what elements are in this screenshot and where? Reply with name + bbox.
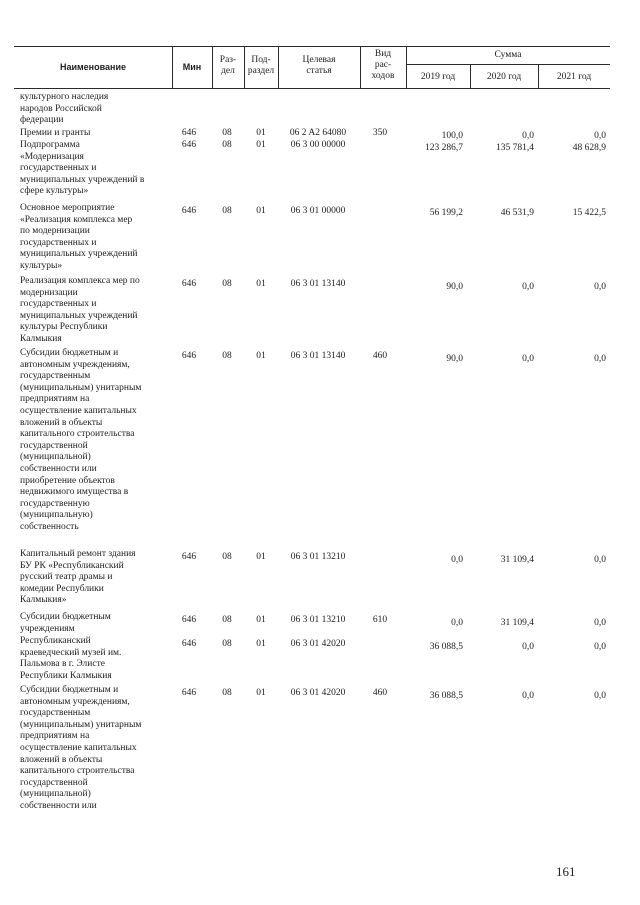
table-row-sum-2019: 0,0 <box>451 618 463 628</box>
table-row-name: Премии и гранты <box>20 128 91 138</box>
header-2021: 2021 год <box>556 72 592 82</box>
table-row-min: 646 <box>181 688 197 698</box>
table-row-sum-2021: 0,0 <box>594 131 606 141</box>
header-name: Наименование <box>59 62 127 72</box>
table-row-razdel: 08 <box>222 688 232 698</box>
header-podrazdel: Под- раздел <box>247 55 275 76</box>
table-row-vid: 610 <box>372 615 388 625</box>
table-row-min: 646 <box>181 128 197 138</box>
table-row-sum-2020: 0,0 <box>522 354 534 364</box>
table-row-sum-2020: 31 109,4 <box>500 618 534 628</box>
table-row-name: культурного наследия народов Российской федерации <box>20 92 109 126</box>
table-row-min: 646 <box>181 552 197 562</box>
table-row-min: 646 <box>181 279 197 289</box>
table-row-podrazdel: 01 <box>256 351 266 361</box>
table-row-vid: 350 <box>372 128 388 138</box>
table-row-name: Капитальный ремонт здания БУ РК «Республиканский русский театр драмы и комедии Республики Калмыкия» <box>20 549 136 606</box>
table-row-vid: 460 <box>372 351 388 361</box>
table-row-min: 646 <box>181 351 197 361</box>
table-row-sum-2019: 90,0 <box>446 282 463 292</box>
table-row-min: 646 <box>181 615 197 625</box>
table-row-target: 06 3 01 42020 <box>290 639 346 649</box>
table-row-podrazdel: 01 <box>256 639 266 649</box>
table-row-razdel: 08 <box>222 639 232 649</box>
table-row-sum-2020: 135 781,4 <box>496 143 534 153</box>
header-target-article: Целевая статья <box>302 55 336 76</box>
table-row-sum-2021: 0,0 <box>594 555 606 565</box>
table-row-podrazdel: 01 <box>256 615 266 625</box>
table-row-sum-2020: 46 531,9 <box>500 208 534 218</box>
header-summa: Сумма <box>494 50 522 60</box>
table-header <box>14 46 610 89</box>
table-row-target: 06 3 01 00000 <box>290 206 346 216</box>
table-row-razdel: 08 <box>222 552 232 562</box>
table-row-podrazdel: 01 <box>256 552 266 562</box>
table-row-target: 06 3 00 00000 <box>290 140 346 150</box>
header-vid-raskhodov: Вид рас- ходов <box>371 49 395 81</box>
table-row-sum-2020: 0,0 <box>522 282 534 292</box>
table-row-razdel: 08 <box>222 279 232 289</box>
table-row-target: 06 3 01 13210 <box>290 615 346 625</box>
table-row-sum-2021: 0,0 <box>594 618 606 628</box>
table-row-sum-2021: 48 628,9 <box>572 143 606 153</box>
table-row-name: Подпрограмма «Модернизация государственных и муниципальных учреждений в сфере культуры» <box>20 140 145 197</box>
table-row-name: Республиканский краеведческий музей им. Пальмова в г. Элисте Республики Калмыкия <box>20 636 122 681</box>
table-row-podrazdel: 01 <box>256 279 266 289</box>
table-row-target: 06 3 01 42020 <box>290 688 346 698</box>
table-row-vid: 460 <box>372 688 388 698</box>
table-row-podrazdel: 01 <box>256 206 266 216</box>
table-row-min: 646 <box>181 206 197 216</box>
table-row-sum-2021: 15 422,5 <box>572 208 606 218</box>
table-row-podrazdel: 01 <box>256 688 266 698</box>
table-row-razdel: 08 <box>222 615 232 625</box>
table-row-sum-2019: 56 199,2 <box>429 208 463 218</box>
table-row-sum-2019: 36 088,5 <box>429 691 463 701</box>
table-row-name: Реализация комплекса мер по модернизации государственных и муниципальных учреждений культуры Республики Калмыкия <box>20 276 140 344</box>
table-row-sum-2021: 0,0 <box>594 642 606 652</box>
table-row-sum-2020: 0,0 <box>522 642 534 652</box>
table-row-razdel: 08 <box>222 351 232 361</box>
table-row-min: 646 <box>181 140 197 150</box>
table-row-sum-2020: 0,0 <box>522 131 534 141</box>
table-row-sum-2021: 0,0 <box>594 354 606 364</box>
table-row-sum-2019: 100,0 <box>441 131 463 141</box>
table-row-sum-2021: 0,0 <box>594 691 606 701</box>
header-2019: 2019 год <box>420 72 456 82</box>
header-2020: 2020 год <box>486 72 522 82</box>
table-row-name: Основное мероприятие «Реализация комплекса мер по модернизации государственных и муниципальных учреждений культуры» <box>20 203 138 271</box>
table-row-name: Субсидии бюджетным учреждениям <box>20 612 111 634</box>
table-row-razdel: 08 <box>222 140 232 150</box>
table-row-podrazdel: 01 <box>256 140 266 150</box>
table-row-sum-2019: 123 286,7 <box>425 143 463 153</box>
table-row-sum-2019: 0,0 <box>451 555 463 565</box>
table-row-target: 06 3 01 13210 <box>290 552 346 562</box>
table-row-target: 06 2 A2 64080 <box>289 128 347 138</box>
header-razdel: Раз- дел <box>219 55 237 76</box>
table-row-name: Субсидии бюджетным и автономным учреждениям, государственным (муниципальным) унитарным предприятиям на осуществление капитальных вложений в объекты капитального строительства государственной (муниципальной) собственности или <box>20 685 142 811</box>
table-row-razdel: 08 <box>222 206 232 216</box>
table-row-target: 06 3 01 13140 <box>290 351 346 361</box>
table-row-sum-2020: 0,0 <box>522 691 534 701</box>
table-row-sum-2021: 0,0 <box>594 282 606 292</box>
table-row-sum-2019: 90,0 <box>446 354 463 364</box>
table-row-razdel: 08 <box>222 128 232 138</box>
table-row-sum-2019: 36 088,5 <box>429 642 463 652</box>
page-number: 161 <box>556 864 576 879</box>
table-row-podrazdel: 01 <box>256 128 266 138</box>
header-min: Мин <box>182 62 202 72</box>
table-row-sum-2020: 31 109,4 <box>500 555 534 565</box>
table-row-target: 06 3 01 13140 <box>290 279 346 289</box>
table-row-min: 646 <box>181 639 197 649</box>
table-row-name: Субсидии бюджетным и автономным учреждениям, государственным (муниципальным) унитарным предприятиям на осуществление капитальных вложений в объекты капитального строительства государственной (муниципальной) собственности или приобретение объектов недвижимого имущества в государственную (муниципальную) собственность <box>20 348 142 532</box>
